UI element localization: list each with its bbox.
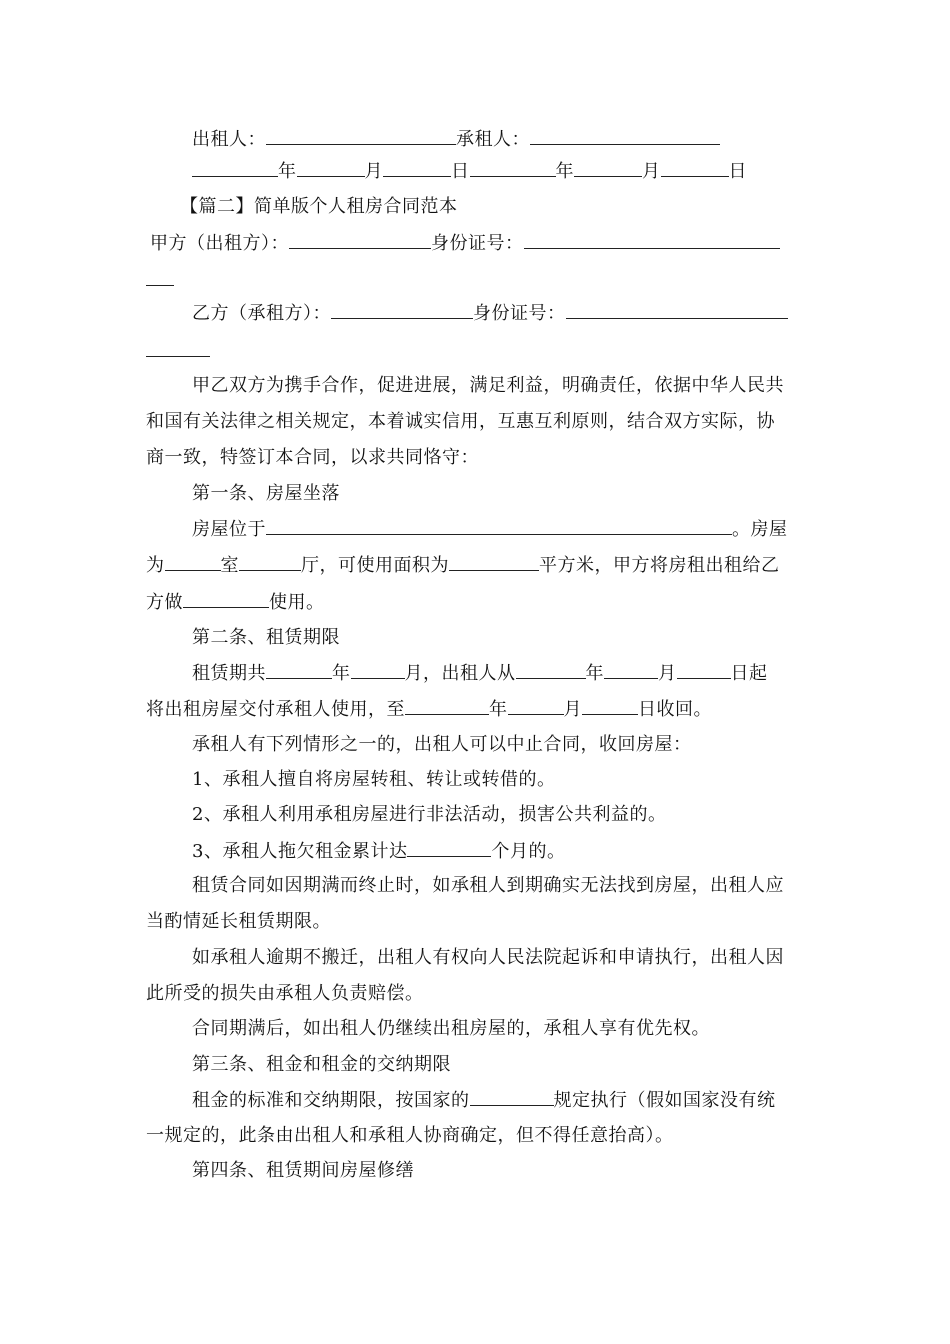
end-day-blank[interactable]	[582, 696, 638, 715]
article-1-line-2	[146, 552, 780, 579]
article-3-line-1	[192, 1087, 776, 1114]
text: 年	[585, 663, 604, 684]
address-blank[interactable]	[266, 516, 732, 535]
area-blank[interactable]	[449, 552, 539, 571]
text: 年	[489, 699, 508, 720]
article-2-item-3	[192, 838, 565, 865]
party-b-id-label: 身份证号：	[473, 303, 566, 324]
day-label: 日	[728, 161, 747, 182]
text: 室	[220, 555, 239, 576]
section-title: 【篇二】简单版个人租房合同范本	[180, 196, 458, 217]
text: 厅，可使用面积为	[301, 555, 449, 576]
article-2-para-2-line-2: 此所受的损失由承租人负责赔偿。	[146, 983, 424, 1004]
article-1-title: 第一条、房屋坐落	[192, 483, 340, 504]
lessor-label: 出租人：	[192, 129, 266, 150]
article-2-para-2-line-1: 如承租人逾期不搬迁，出租人有权向人民法院起诉和申请执行，出租人因	[192, 947, 784, 968]
text: 为	[146, 555, 165, 576]
article-3-title: 第三条、租金和租金的交纳期限	[192, 1054, 451, 1075]
article-2-terminate: 承租人有下列情形之一的，出租人可以中止合同，收回房屋：	[192, 734, 692, 755]
text: 将出租房屋交付承租人使用，至	[146, 699, 405, 720]
lessor-day-blank[interactable]	[383, 158, 451, 177]
text: 3、承租人拖欠租金累计达	[192, 841, 408, 862]
text: 方做	[146, 592, 183, 613]
lessee-year-blank[interactable]	[470, 158, 556, 177]
lessor-blank[interactable]	[266, 126, 456, 145]
signature-date-line	[192, 158, 747, 185]
end-month-blank[interactable]	[508, 696, 564, 715]
preamble-line-3: 商一致，特签订本合同，以求共同恪守：	[146, 447, 479, 468]
party-a-line	[150, 230, 780, 257]
rooms-blank[interactable]	[165, 552, 221, 571]
lessee-month-blank[interactable]	[574, 158, 642, 177]
text: 年	[332, 663, 351, 684]
article-3-line-2: 一规定的，此条由出租人和承租人协商确定，但不得任意抬高）。	[146, 1125, 674, 1146]
halls-blank[interactable]	[239, 552, 301, 571]
lessee-blank[interactable]	[530, 126, 720, 145]
lessee-label: 承租人：	[456, 129, 530, 150]
year-label: 年	[278, 161, 297, 182]
lessee-day-blank[interactable]	[661, 158, 729, 177]
text: 使用。	[269, 592, 325, 613]
text: 月	[658, 663, 677, 684]
preamble-line-2: 和国有关法律之相关规定，本着诚实信用，互惠互利原则，结合双方实际，协	[146, 411, 775, 432]
signature-line	[192, 126, 720, 153]
article-2-item-1: 1、承租人擅自将房屋转租、转让或转借的。	[192, 769, 556, 790]
article-1-line-3	[146, 589, 325, 616]
text: 租赁期共	[192, 663, 266, 684]
party-b-id-blank[interactable]	[566, 300, 788, 319]
text: 平方米，甲方将房租出租给乙	[539, 555, 780, 576]
text: 规定执行（假如国家没有统	[553, 1090, 776, 1111]
year-label: 年	[555, 161, 574, 182]
usage-blank[interactable]	[183, 589, 269, 608]
article-2-item-2: 2、承租人利用承租房屋进行非法活动，损害公共利益的。	[192, 804, 667, 825]
party-b-line	[192, 300, 788, 327]
party-a-id-continuation	[146, 285, 174, 286]
party-a-id-blank[interactable]	[524, 230, 780, 249]
article-2-line-1	[192, 660, 768, 687]
term-months-blank[interactable]	[351, 660, 405, 679]
arrears-months-blank[interactable]	[407, 838, 491, 857]
text: 日收回。	[638, 699, 712, 720]
party-b-name-blank[interactable]	[331, 300, 473, 319]
text: 个月的。	[491, 841, 566, 862]
party-a-label: 甲方（出租方）：	[150, 233, 289, 254]
party-a-id-label: 身份证号：	[431, 233, 524, 254]
lessor-year-blank[interactable]	[192, 158, 278, 177]
text: 月，出租人从	[404, 663, 516, 684]
preamble-line-1: 甲乙双方为携手合作，促进进展，满足利益，明确责任，依据中华人民共	[192, 375, 784, 396]
party-b-label: 乙方（承租方）：	[192, 303, 331, 324]
article-1-line-1	[192, 516, 788, 543]
start-month-blank[interactable]	[604, 660, 658, 679]
article-2-para-1-line-1: 租赁合同如因期满而终止时，如承租人到期确实无法找到房屋，出租人应	[192, 875, 784, 896]
party-a-name-blank[interactable]	[289, 230, 431, 249]
regulation-blank[interactable]	[470, 1087, 554, 1106]
article-2-title: 第二条、租赁期限	[192, 627, 340, 648]
lessor-month-blank[interactable]	[297, 158, 365, 177]
month-label: 月	[364, 161, 383, 182]
text: 月	[563, 699, 582, 720]
start-day-blank[interactable]	[677, 660, 731, 679]
text: 租金的标准和交纳期限，按国家的	[192, 1090, 470, 1111]
month-label: 月	[642, 161, 661, 182]
party-b-id-continuation	[146, 356, 210, 357]
end-year-blank[interactable]	[405, 696, 489, 715]
text: 。房屋	[732, 519, 788, 540]
start-year-blank[interactable]	[516, 660, 586, 679]
text: 房屋位于	[192, 519, 266, 540]
article-2-para-3: 合同期满后，如出租人仍继续出租房屋的，承租人享有优先权。	[192, 1018, 710, 1039]
article-2-para-1-line-2: 当酌情延长租赁期限。	[146, 911, 331, 932]
day-label: 日	[451, 161, 470, 182]
article-4-title: 第四条、租赁期间房屋修缮	[192, 1160, 414, 1181]
article-2-line-2	[146, 696, 712, 723]
term-years-blank[interactable]	[266, 660, 332, 679]
text: 日起	[730, 663, 768, 684]
